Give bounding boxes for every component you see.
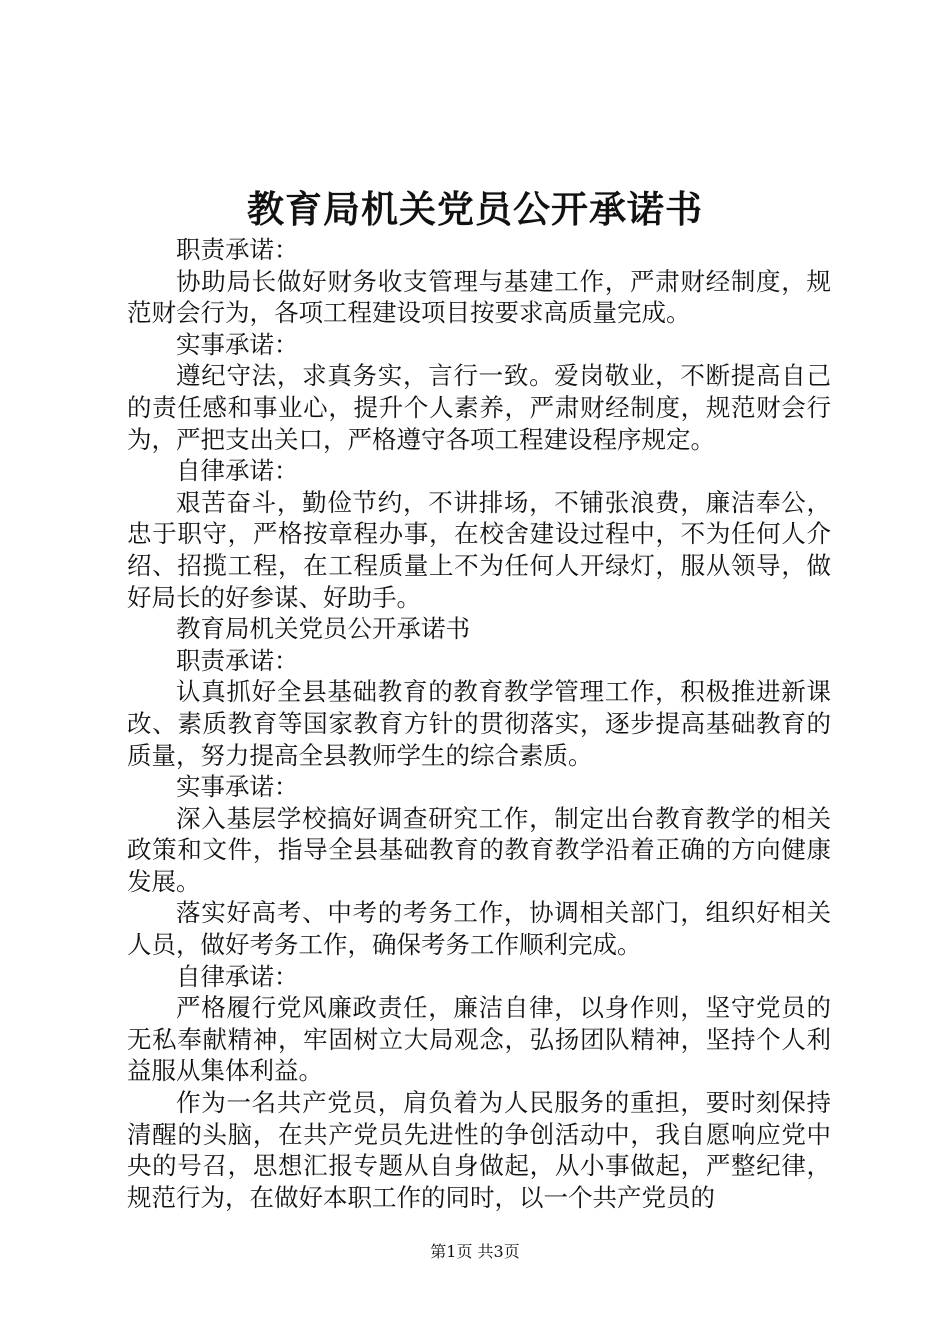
paragraph: 作为一名共产党员，肩负着为人民服务的重担，要时刻保持清醒的头脑，在共产党员先进性的争创活动中，我自愿响应党中央的号召，思想汇报专题从自身做起，从小事做起，严整纪律，规范行为，在做好本职工作的同时，以一个共产党员的 [127, 1088, 831, 1212]
repeated-title: 教育局机关党员公开承诺书 [176, 614, 470, 644]
paragraph: 认真抓好全县基础教育的教育教学管理工作，积极推进新课改、素质教育等国家教育方针的贯彻落实，逐步提高基础教育的质量，努力提高全县教师学生的综合素质。 [127, 677, 831, 770]
paragraph: 深入基层学校搞好调查研究工作，制定出台教育教学的相关政策和文件，指导全县基础教育的教育教学沿着正确的方向健康发展。 [127, 803, 831, 896]
paragraph: 协助局长做好财务收支管理与基建工作，严肃财经制度，规范财会行为，各项工程建设项目按要求高质量完成。 [127, 266, 831, 328]
document-title: 教育局机关党员公开承诺书 [247, 187, 703, 231]
section-heading-self-discipline: 自律承诺： [176, 456, 299, 486]
paragraph: 严格履行党风廉政责任，廉洁自律，以身作则，坚守党员的无私奉献精神，牢固树立大局观念，弘扬团队精神，坚持个人利益服从集体利益。 [127, 993, 831, 1086]
paragraph: 落实好高考、中考的考务工作，协调相关部门，组织好相关人员，做好考务工作，确保考务工作顺利完成。 [127, 898, 831, 960]
paragraph: 遵纪守法，求真务实，言行一致。爱岗敬业，不断提高自己的责任感和事业心，提升个人素养，严肃财经制度，规范财会行为，严把支出关口，严格遵守各项工程建设程序规定。 [127, 361, 831, 454]
section-heading-practical: 实事承诺： [176, 329, 299, 359]
page-number-footer: 第1页 共3页 [430, 1242, 520, 1261]
section-heading-self-discipline: 自律承诺： [176, 961, 299, 991]
paragraph: 艰苦奋斗，勤俭节约，不讲排场，不铺张浪费，廉洁奉公，忠于职守，严格按章程办事，在校舍建设过程中，不为任何人介绍、招揽工程，在工程质量上不为任何人开绿灯，服从领导，做好局长的好参谋、好助手。 [127, 487, 831, 612]
document-body [127, 234, 831, 1213]
section-heading-duty: 职责承诺： [176, 645, 299, 675]
section-heading-duty: 职责承诺： [176, 235, 299, 264]
section-heading-practical: 实事承诺： [176, 772, 299, 802]
